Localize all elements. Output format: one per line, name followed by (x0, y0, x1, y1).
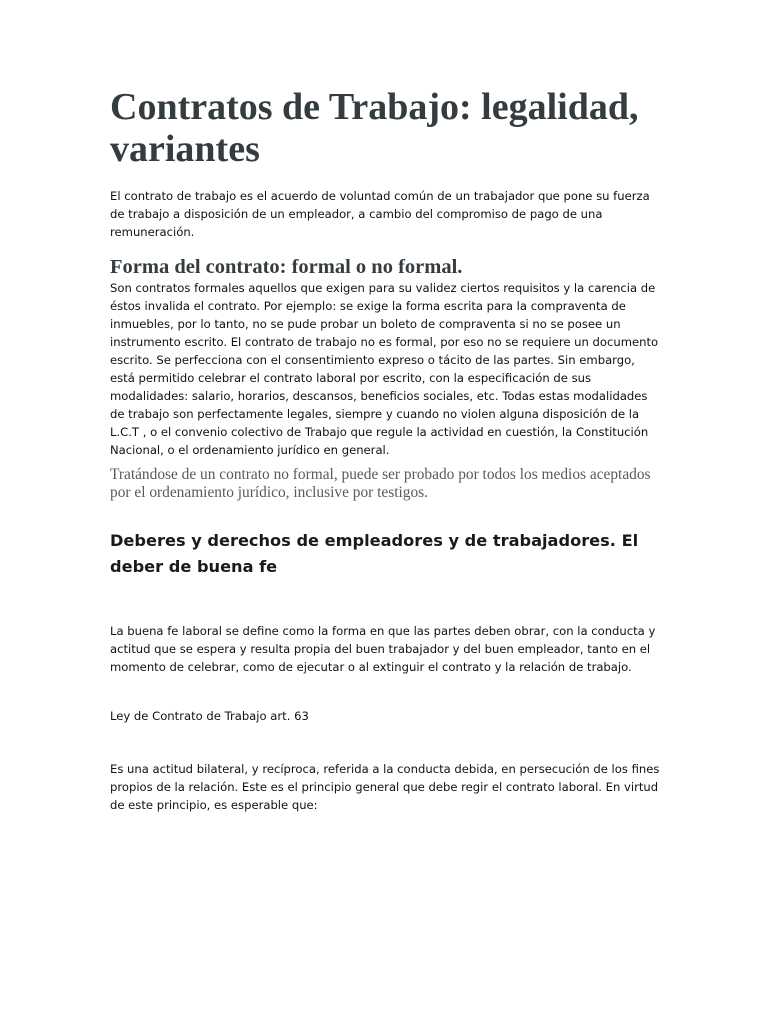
paragraph-actitud-bilateral: Es una actitud bilateral, y recíproca, referida a la conducta debida, en persecución de los fines propios de la relación. Este es el principio general que debe regir el contrato laboral. En virtud de este principio, es esperable que: (110, 762, 660, 812)
paragraph-contratos-formales: Son contratos formales aquellos que exigen para su validez ciertos requisitos y la carencia de éstos invalida el contrato. Por ejemplo: se exige la forma escrita para la compraventa de inmuebles, por lo tanto, no se pude probar un boleto de compraventa si no se posee un instrumento escrito. El contrato de trabajo no es formal, por eso no se requiere un documento escrito. Se perfecciona con el consentimiento expreso o tácito de las partes. Sin embargo, está permitido celebrar el contrato laboral por escrito, con la especificación de sus modalidades: salario, horarios, descansos, beneficios sociales, etc. Todas estas modalidades de trabajo son perfectamente legales, siempre y cuando no violen alguna disposición de la L.C.T , o el convenio colectivo de Trabajo que regule la actividad en cuestión, la Constitución Nacional, o el ordenamiento jurídico en general. (110, 281, 659, 457)
document-page (110, 86, 660, 814)
section-heading-forma: Forma del contrato: formal o no formal. (110, 256, 463, 278)
paragraph-buena-fe: La buena fe laboral se define como la forma en que las partes deben obrar, con la conducta y actitud que se espera y resulta propia del buen trabajador y del buen empleador, tanto en el momento de celebrar, como de ejecutar o al extinguir el contrato y la relación de trabajo. (110, 624, 656, 674)
paragraph-contrato-no-formal: Tratándose de un contrato no formal, puede ser probado por todos los medios aceptados por el ordenamiento jurídico, inclusive por testigos. (110, 466, 651, 501)
paragraph-ley-reference: Ley de Contrato de Trabajo art. 63 (110, 709, 309, 723)
section-heading-deberes: Deberes y derechos de empleadores y de trabajadores. El deber de buena fe (110, 531, 639, 576)
intro-paragraph: El contrato de trabajo es el acuerdo de voluntad común de un trabajador que pone su fuerza de trabajo a disposición de un empleador, a cambio del compromiso de pago de una remuneración. (110, 189, 650, 239)
document-title: Contratos de Trabajo: legalidad, variantes (110, 86, 639, 170)
